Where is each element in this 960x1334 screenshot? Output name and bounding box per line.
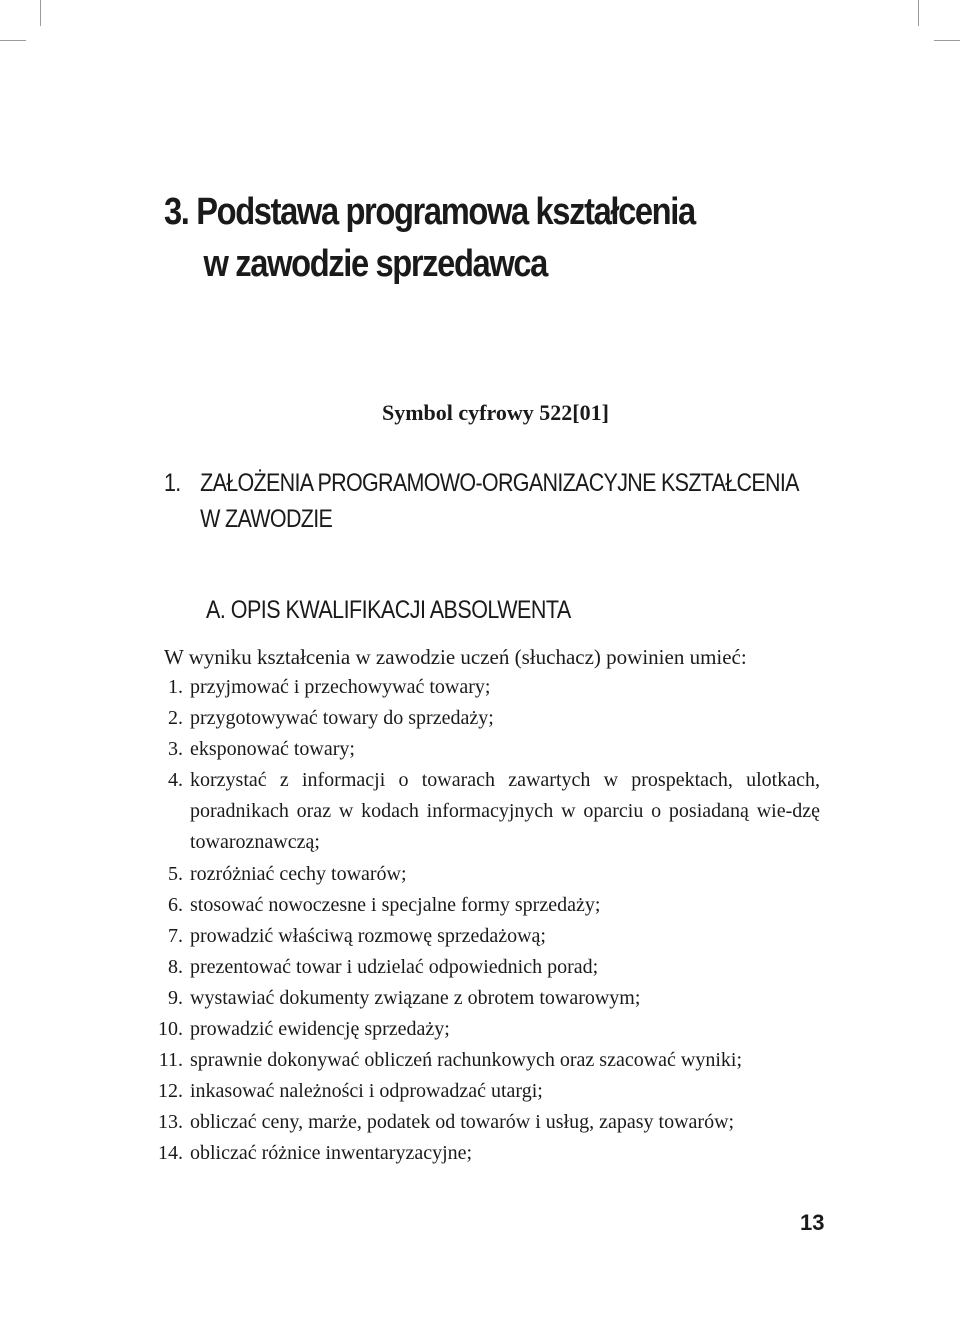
list-item [140,890,820,921]
intro-paragraph: W wyniku kształcenia w zawodzie uczeń (słuchacz) powinien umieć: [164,645,747,669]
list-item-number: 9. [168,986,183,1009]
list-item [140,1014,820,1045]
crop-mark-top-right-vertical [918,0,919,26]
section-heading [164,465,799,537]
section-title-line-1: ZAŁOŻENIA PROGRAMOWO-ORGANIZACYJNE KSZTAŁCENIA [200,469,799,497]
chapter-title-line-2: w zawodzie sprzedawca [203,243,547,285]
list-item [140,859,820,890]
list-item-number: 1. [168,676,183,698]
chapter-title-line-1: 3. Podstawa programowa kształcenia [164,191,695,233]
list-item-number: 2. [168,707,183,730]
list-item-text: przygotowywać towary do sprzedaży; [190,707,494,730]
list-item-text: prowadzić ewidencję sprzedaży; [190,1018,450,1041]
section-title-line-2: W ZAWODZIE [200,505,333,533]
list-item-number: 8. [168,955,183,978]
list-item [140,734,820,765]
list-item-number: 5. [168,862,183,885]
crop-mark-top-right-horizontal [934,40,960,41]
chapter-title [164,186,695,290]
list-item-number: 14. [158,1142,183,1165]
list-item-number: 3. [168,738,183,761]
crop-mark-top-left-horizontal [0,40,26,41]
skills-list [140,672,820,1170]
list-item-number: 11. [158,1049,183,1072]
list-item-number: 7. [168,924,183,947]
crop-mark-top-left-vertical [40,0,41,26]
list-item-number: 10. [158,1018,183,1041]
list-item-number: 12. [158,1080,183,1103]
list-item [140,765,820,858]
list-item-text: przyjmować i przechowywać towary; [190,676,491,698]
list-item-number: 4. [168,769,183,792]
list-item-text: wystawiać dokumenty związane z obrotem towarowym; [190,986,641,1009]
list-item [140,703,820,734]
subsection-heading: A. OPIS KWALIFIKACJI ABSOLWENTA [206,596,571,624]
list-item [140,1045,820,1076]
list-item-text: obliczać ceny, marże, podatek od towarów i usług, zapasy towarów; [190,1111,735,1134]
list-item-text: inkasować należności i odprowadzać utargi; [190,1080,543,1103]
list-item-text: prezentować towar i udzielać odpowiednich porad; [190,955,599,978]
list-item [140,1076,820,1107]
list-item [140,1138,820,1169]
list-item-number: 6. [168,893,183,916]
list-item [140,921,820,952]
list-item-text: korzystać z informacji o towarach zawartych w prospektach, ulotkach, poradnikach oraz w kodach informacyjnych w oparciu o posiadaną wie-dzę towaroznawczą; [190,769,820,854]
section-number: 1. [164,469,181,497]
list-item [140,952,820,983]
list-item-number: 13. [158,1111,183,1134]
list-item-text: rozróżniać cechy towarów; [190,862,407,885]
list-item [140,1107,820,1138]
list-item-text: eksponować towary; [190,738,355,761]
list-item-text: stosować nowoczesne i specjalne formy sprzedaży; [190,893,601,916]
occupation-symbol: Symbol cyfrowy 522[01] [382,400,609,425]
page-number: 13 [800,1210,825,1235]
list-item-text: sprawnie dokonywać obliczeń rachunkowych oraz szacować wyniki; [190,1049,743,1072]
list-item [140,672,820,703]
list-item-text: obliczać różnice inwentaryzacyjne; [190,1142,473,1165]
list-item-text: prowadzić właściwą rozmowę sprzedażową; [190,924,546,947]
list-item [140,983,820,1014]
